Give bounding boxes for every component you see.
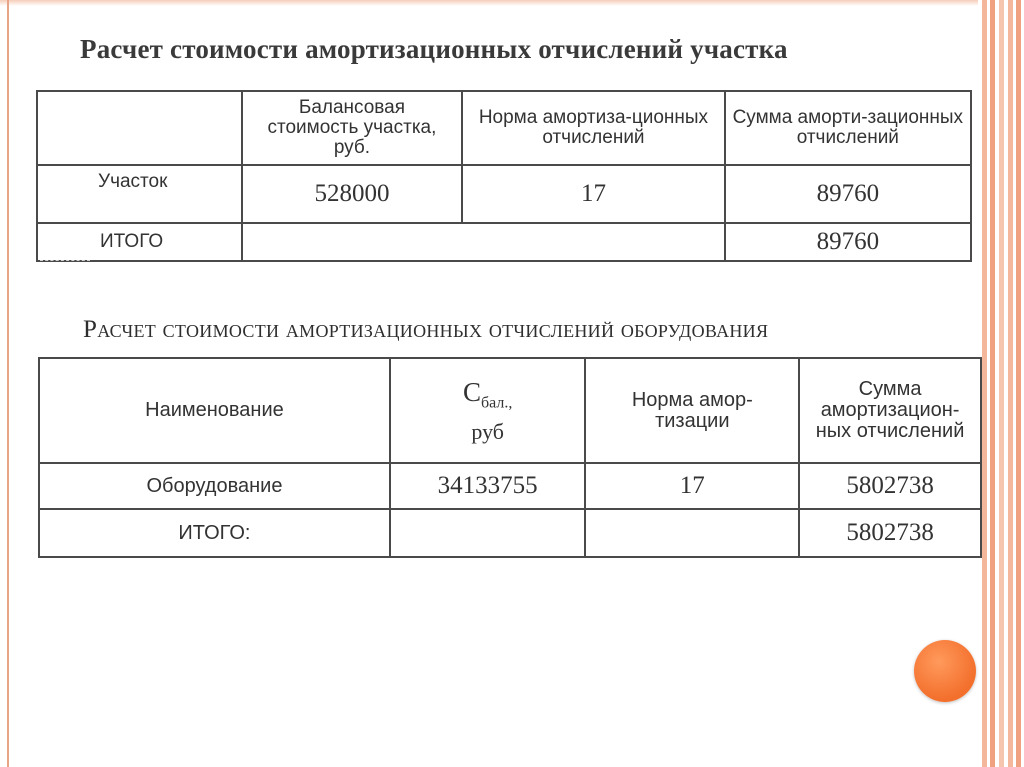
table-header-row	[39, 358, 981, 463]
equipment-depreciation-table	[38, 357, 982, 558]
total-sum-value: 5802738	[799, 509, 981, 557]
rate-value: 17	[585, 463, 799, 509]
balance-value: 34133755	[390, 463, 586, 509]
sum-value: 89760	[725, 165, 971, 223]
table-header-row	[37, 91, 971, 165]
header-depreciation-sum: Сумма аморти-зационных отчислений	[725, 91, 971, 165]
total-empty-cell	[390, 509, 586, 557]
header-depreciation-sum: Сумма амортизацион-ных отчислений	[799, 358, 981, 463]
header-balance-cost	[390, 358, 586, 463]
table-total-row	[37, 223, 971, 261]
slide-frame-left	[7, 0, 9, 767]
header-empty-cell	[37, 91, 242, 165]
cbal-unit: руб	[471, 419, 504, 445]
orange-circle-decoration	[914, 640, 976, 702]
section-title: Расчет стоимости амортизационных отчислений оборудования	[83, 316, 769, 343]
table-total-row	[39, 509, 981, 557]
header-depreciation-rate: Норма амортиза-ционных отчислений	[462, 91, 724, 165]
scan-artifact	[40, 260, 90, 267]
row-label: Оборудование	[39, 463, 390, 509]
page-title: Расчет стоимости амортизационных отчислений участка	[80, 34, 788, 64]
header-name: Наименование	[39, 358, 390, 463]
total-empty-cell	[585, 509, 799, 557]
table-row	[37, 165, 971, 223]
table-row	[39, 463, 981, 509]
header-balance-cost: Балансовая стоимость участка, руб.	[242, 91, 463, 165]
sum-value: 5802738	[799, 463, 981, 509]
total-sum-value: 89760	[725, 223, 971, 261]
header-depreciation-rate: Норма амор-тизации	[585, 358, 799, 463]
total-label: ИТОГО	[37, 223, 242, 261]
total-empty-cell	[242, 223, 725, 261]
rate-value: 17	[462, 165, 724, 223]
cbal-subscript: бал.,	[481, 394, 513, 412]
row-label: Участок	[37, 165, 242, 223]
slide-frame-top	[0, 0, 984, 6]
slide-frame-right-stripes	[978, 0, 1024, 767]
plot-depreciation-table	[36, 90, 972, 262]
total-label: ИТОГО:	[39, 509, 390, 557]
balance-value: 528000	[242, 165, 463, 223]
cbal-symbol: С	[462, 376, 481, 407]
